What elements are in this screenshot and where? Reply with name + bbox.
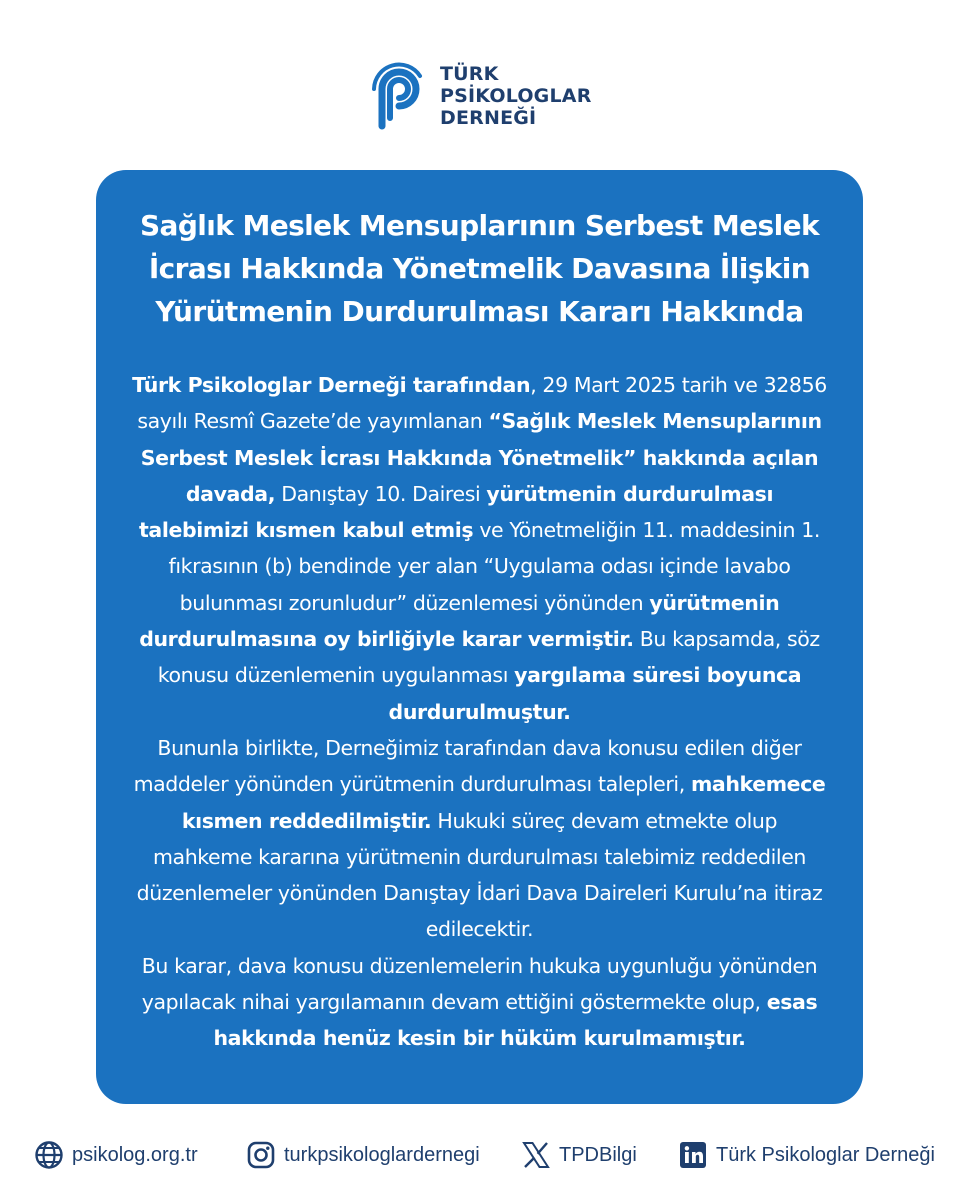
text: Danıştay 10. Dairesi: [275, 481, 487, 506]
paragraph-1: [132, 367, 827, 730]
text: Hukuki süreç devam etmekte olup mahkeme kararına yürütmenin durdurulması talebimiz reddedilen düzenlemeler yönünden Danıştay İdari Dava Daireleri Kurulu’na itiraz edilecektir.: [136, 808, 823, 942]
footer-linkedin[interactable]: [678, 1140, 935, 1170]
paragraph-2: [132, 730, 827, 948]
bold-text: esas hakkında henüz kesin bir hüküm kurulmamıştır.: [213, 990, 818, 1051]
bold-text: mahkemece kısmen reddedilmiştir.: [181, 772, 826, 833]
bold-text: yürütmenin durdurulmasına oy birliğiyle karar vermiştir.: [139, 590, 780, 652]
text: Bu karar, dava konusu düzenlemelerin hukuka uygunluğu yönünden yapılacak nihai yargılamanın devam ettiğini göstermekte olup,: [141, 953, 818, 1015]
title-line: İcrası Hakkında Yönetmelik Davasına İlişkin: [148, 252, 811, 285]
x-handle: TPDBilgi: [559, 1143, 637, 1166]
text: Bununla birlikte, Derneğimiz tarafından dava konusu edilen diğer maddeler yönünden yürütmenin durdurulması talepleri,: [133, 735, 802, 797]
title-line: Sağlık Meslek Mensuplarının Serbest Meslek: [139, 209, 819, 242]
linkedin-name: Türk Psikologlar Derneği: [716, 1143, 935, 1166]
footer-instagram[interactable]: [246, 1140, 480, 1170]
brand-line-2: PSİKOLOGLAR: [440, 85, 592, 107]
announcement-title: [132, 204, 827, 333]
instagram-handle: turkpsikologlardernegi: [284, 1143, 480, 1166]
footer-website[interactable]: [34, 1140, 198, 1170]
bold-text: Türk Psikologlar Derneği tarafından: [132, 373, 531, 397]
x-logo-icon: [521, 1140, 551, 1170]
brand-name: [440, 63, 592, 129]
brand-line-3: DERNEĞİ: [440, 107, 537, 129]
announcement-card: [96, 170, 863, 1104]
header-logo: [372, 62, 592, 130]
title-line: Yürütmenin Durdurulması Kararı Hakkında: [155, 295, 804, 328]
bold-text: yargılama süresi boyunca durdurulmuştur.: [388, 663, 802, 724]
text: , 29 Mart 2025 tarih ve 32856 sayılı Resmî Gazete’de yayımlanan: [137, 373, 827, 434]
tpd-logo-icon: [372, 62, 426, 130]
brand-line-1: TÜRK: [440, 63, 499, 85]
announcement-body: [132, 367, 827, 1057]
footer-contacts: [0, 1134, 959, 1178]
text: ve Yönetmeliğin 11. maddesinin 1. fıkrasının (b) bendinde yer alan “Uygulama odası içinde lavabo bulunması zorunludur” düzenlemesi yönünden: [168, 518, 820, 615]
paragraph-3: [132, 948, 827, 1057]
instagram-icon: [246, 1140, 276, 1170]
globe-icon: [34, 1140, 64, 1170]
bold-text: “Sağlık Meslek Mensuplarının Serbest Meslek İcrası Hakkında Yönetmelik” hakkında açılan davada,: [140, 409, 822, 506]
text: Bu kapsamda, söz konusu düzenlemenin uygulanması: [157, 627, 820, 688]
website-text: psikolog.org.tr: [72, 1143, 198, 1166]
bold-text: yürütmenin durdurulması talebimizi kısmen kabul etmiş: [139, 481, 774, 543]
linkedin-icon: [678, 1140, 708, 1170]
footer-x[interactable]: [521, 1140, 637, 1170]
